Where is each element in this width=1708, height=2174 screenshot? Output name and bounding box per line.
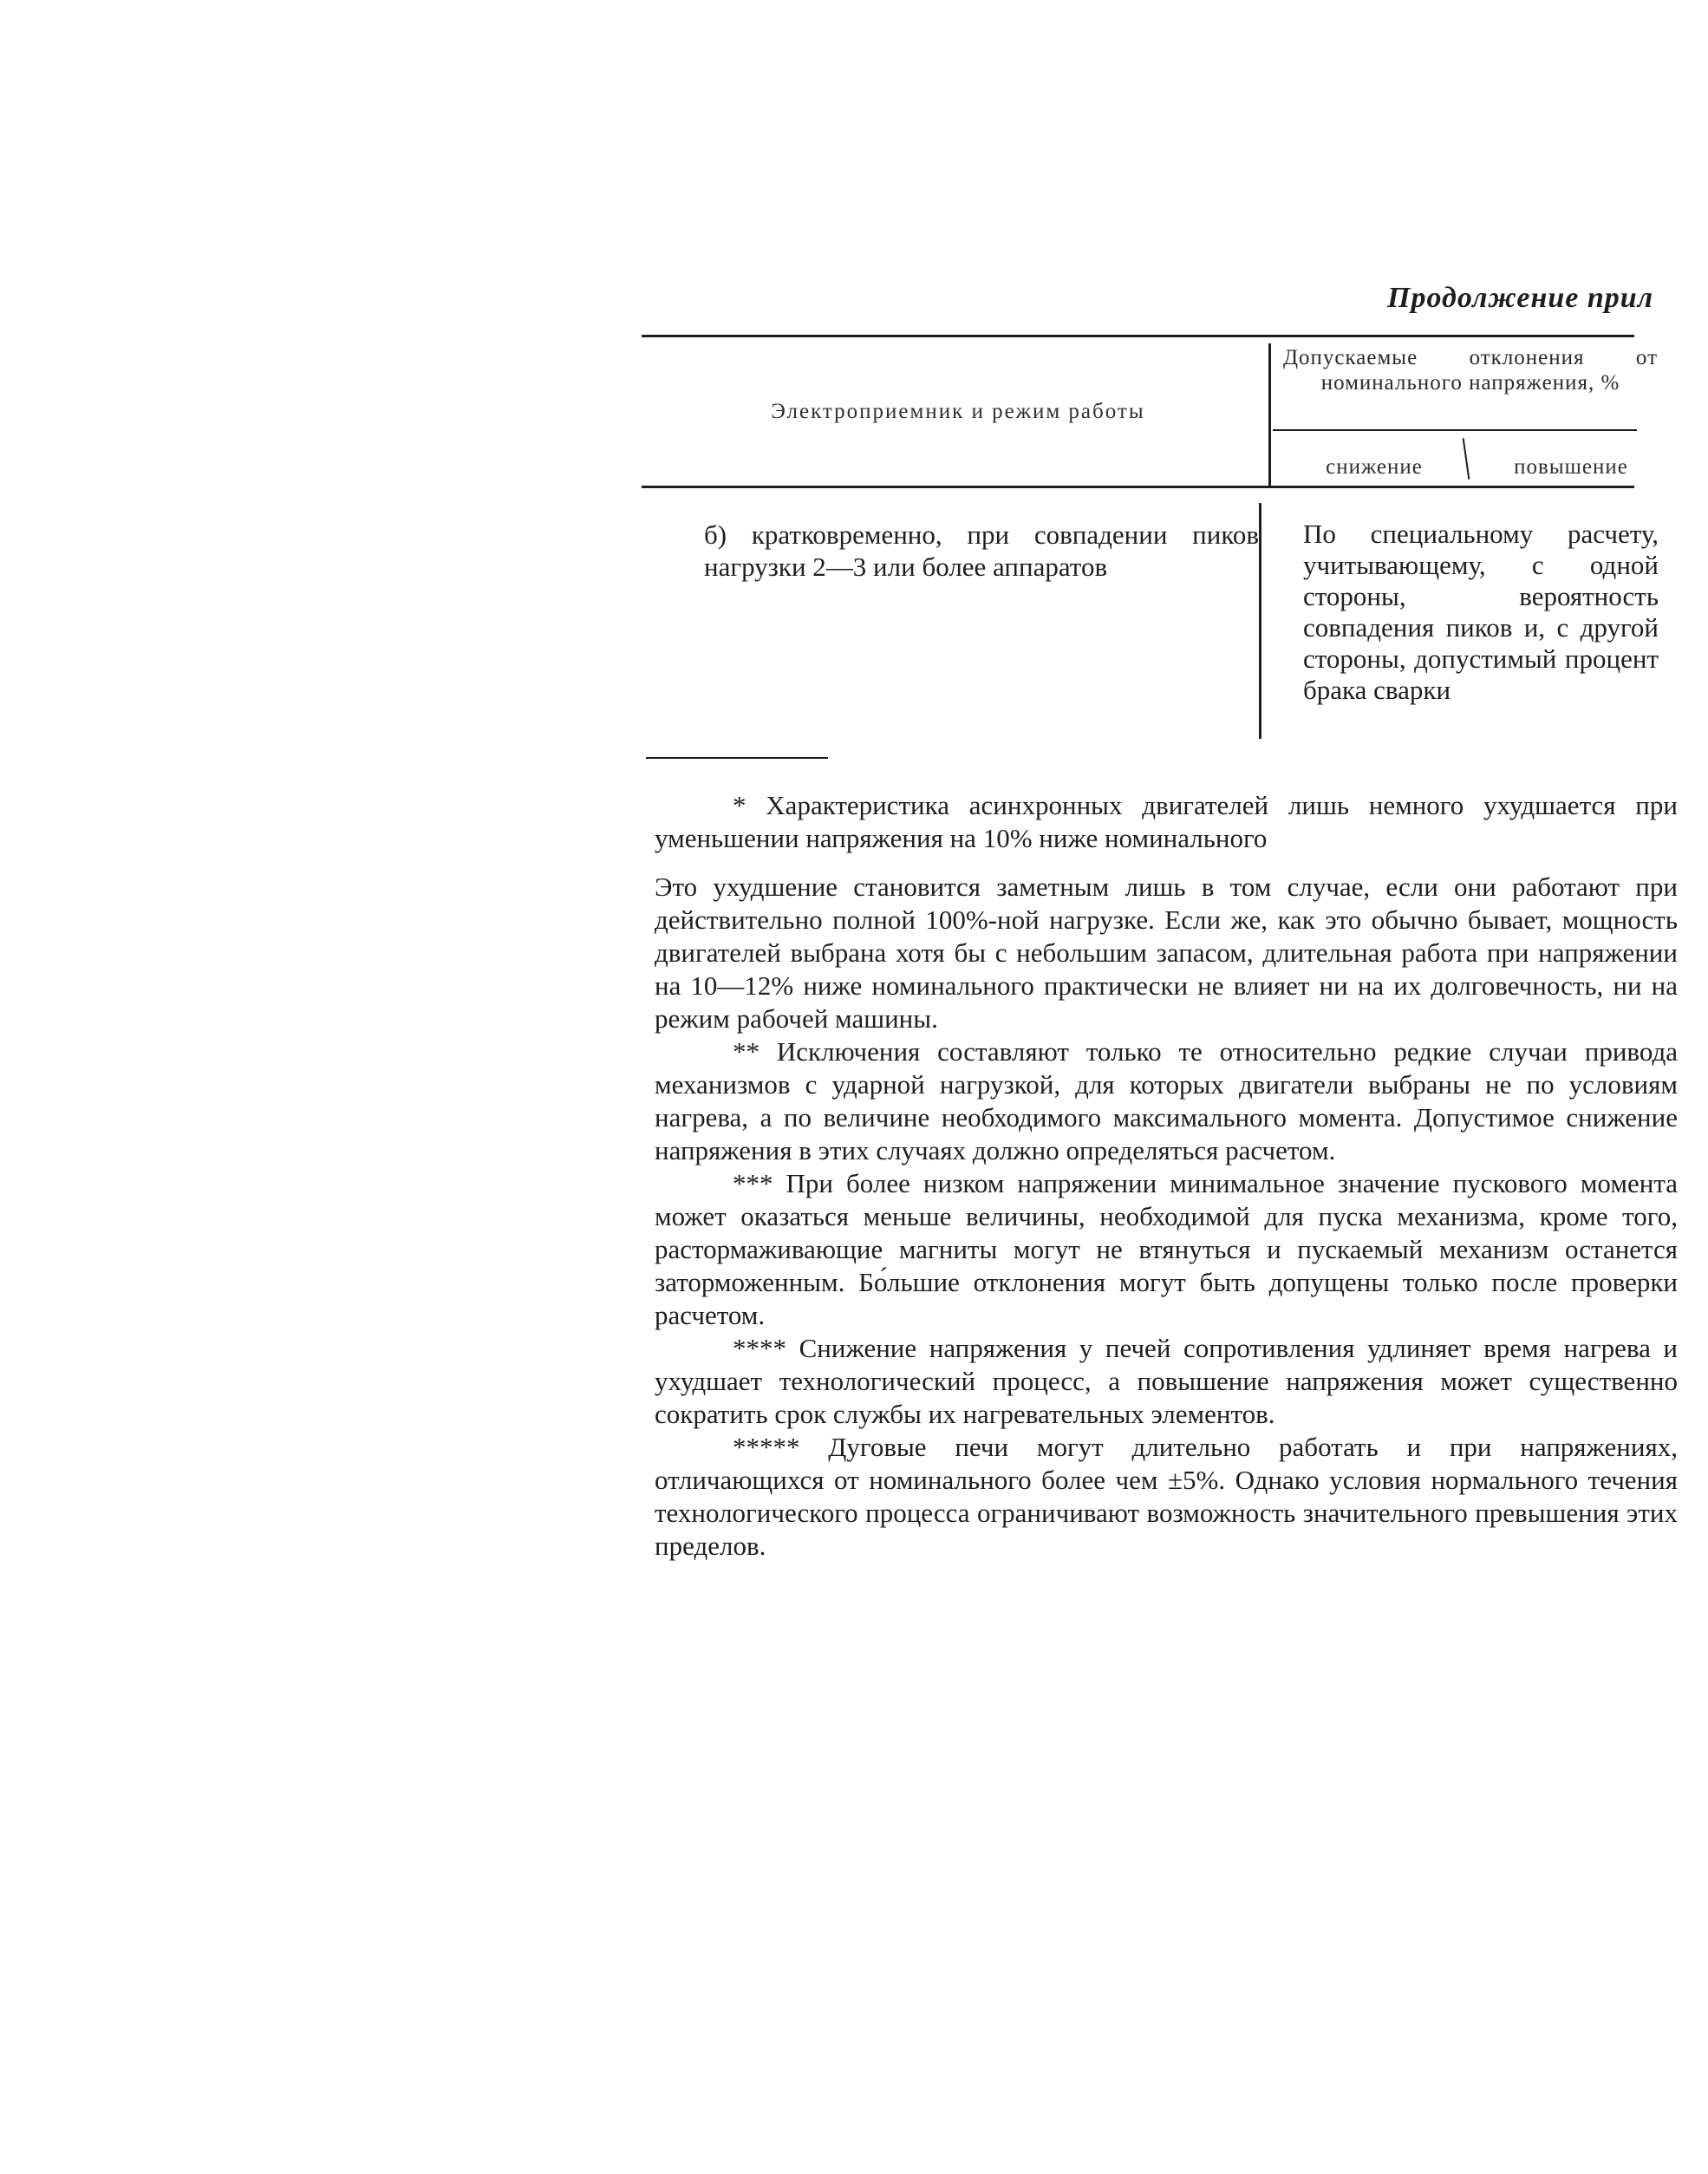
table-header-increase: повышение xyxy=(1514,455,1628,479)
table-row-deviation: По специальному расчету, учитывающему, с одной стороны, вероятность совпадения пиков и, с другой стороны, допустимый процент брака сварки xyxy=(1303,519,1659,705)
footnote-5: ***** Дуговые печи могут длительно работать и при напряжениях, отличающихся от номинального более чем ±5%. Однако условия нормального течения технологического процесса ограничивают возможность значительного превышения этих пределов. xyxy=(655,1432,1678,1561)
table-row-consumer: б) кратковременно, при совпадении пиков нагрузки 2—3 или более аппаратов xyxy=(704,519,1259,582)
footnote-4: **** Снижение напряжения у печей сопротивления удлиняет время нагрева и ухудшает технологический процесс, а повышение напряжения может существенно сократить срок службы их нагревательных элементов. xyxy=(655,1333,1678,1429)
table-header-bottom-rule xyxy=(642,486,1634,488)
table-header-decrease: снижение xyxy=(1326,455,1423,479)
table-header-deviation: Допускаемые отклонения от номинального напряжения, % xyxy=(1283,346,1658,395)
footnote-separator xyxy=(646,757,828,759)
table-header-inner-rule xyxy=(1273,429,1637,431)
footnote-2: ** Исключения составляют только те относительно редкие случаи привода механизмов с ударной нагрузкой, для которых двигатели выбраны не по условиям нагрева, а по величине необходимого максимального момента. Допустимое снижение напряжения в этих случаях должно определяться расчетом. xyxy=(655,1036,1678,1165)
table-header-consumer: Электроприемник и режим работы xyxy=(771,400,1145,423)
footnote-1: * Характеристика асинхронных двигателей лишь немного ухудшается при уменьшении напряжения на 10% ниже номинального xyxy=(655,790,1678,853)
table-column-divider-body xyxy=(1259,503,1261,739)
table-top-rule xyxy=(642,335,1634,337)
footnote-3: *** При более низком напряжении минимальное значение пускового момента может оказаться меньше величины, необходимой для пуска механизма, кроме того, растормаживающие магниты могут не втянуться и пускаемый механизм останется заторможенным. Бо́льшие отклонения могут быть допущены только после проверки расчетом. xyxy=(655,1168,1678,1330)
footnotes xyxy=(655,789,1678,1563)
continuation-heading: Продолжение прил xyxy=(1387,282,1654,314)
footnote-1-continuation: Это ухудшение становится заметным лишь в том случае, если они работают при действительно полной 100%-ной нагрузке. Если же, как это обычно бывает, мощность двигателей выбрана хотя бы с небольшим запасом, длительная работа при напряжении на 10—12% ниже номинального практически не влияет ни на их долговечность, ни на режим рабочей машины. xyxy=(655,872,1678,1034)
